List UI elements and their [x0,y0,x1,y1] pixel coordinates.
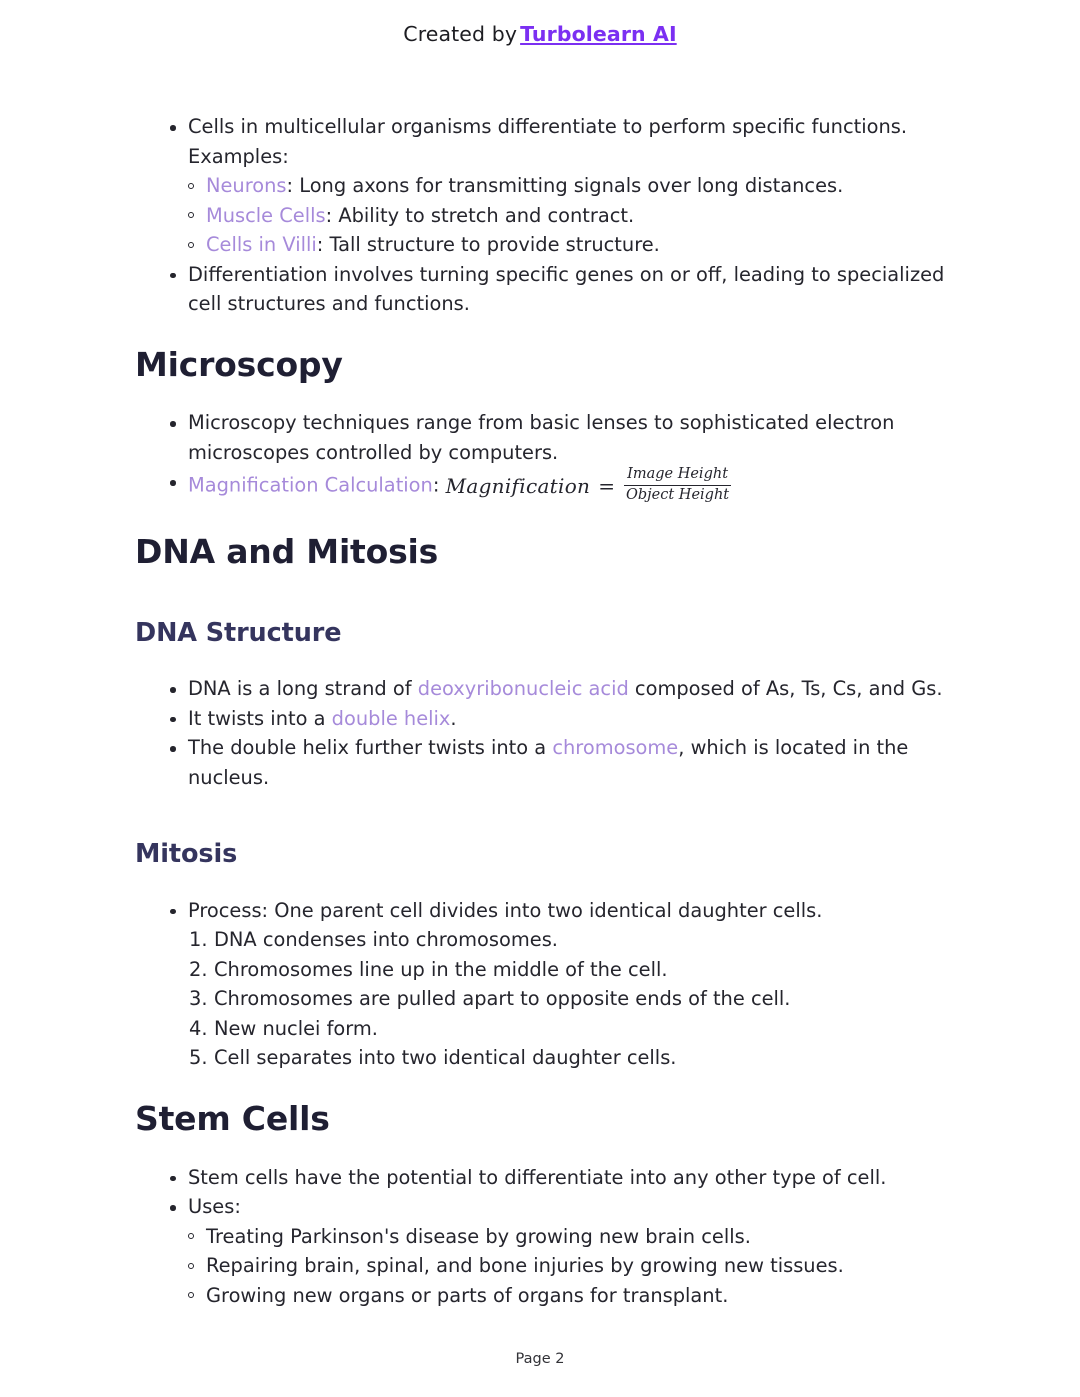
list-item [186,201,965,231]
page-number-label: Page 2 [515,1351,565,1367]
list-item: Chromosomes are pulled apart to opposite ends of the cell. [214,987,791,1011]
mitosis-steps-list [135,925,965,1073]
list-item: Chromosomes line up in the middle of the cell. [214,957,668,981]
term-cells-in-villi-description: : Tall structure to provide structure. [316,233,660,256]
document-content [135,112,965,1310]
list-item: Microscopy techniques range from basic lenses to sophisticated electron microscopes controlled by computers. [168,408,965,467]
formula-numerator: Image Height [624,466,731,486]
list-item: New nuclei form. [214,1016,378,1040]
list-item: Cell separates into two identical daughter cells. [214,1046,677,1070]
created-by-label: Created by [403,22,518,46]
dna-bullet-3-post: , which is located in the nucleus. [188,736,909,789]
term-chromosome: chromosome [552,736,679,760]
list-item: Growing new organs or parts of organs for transplant. [186,1281,965,1311]
dna-structure-bullet-list [135,674,965,792]
term-neurons: Neurons [206,174,287,197]
heading-microscopy: Microscopy [135,344,343,384]
examples-sublist [135,171,965,260]
formula-lhs: Magnification [445,473,591,498]
list-item-uses: Uses: [168,1192,965,1222]
list-item [168,674,965,704]
stem-cells-bullet-list [135,1163,965,1222]
stem-cells-uses-sublist [135,1222,965,1311]
formula-fraction [624,466,731,504]
heading-dna-and-mitosis: DNA and Mitosis [135,531,439,571]
term-muscle-cells-description: : Ability to stretch and contract. [325,203,635,227]
dna-bullet-1-pre: DNA is a long strand of [188,677,418,701]
term-cells-in-villi: Cells in Villi [206,233,317,256]
list-item: Differentiation involves turning specific genes on or off, leading to specialized cell structures and functions. [168,260,965,319]
intro-bullet-list-continued [135,260,965,319]
dna-bullet-1-post: composed of As, Ts, Cs, and Gs. [628,677,943,701]
list-item: Process: One parent cell divides into two identical daughter cells. [168,896,965,926]
list-item: Stem cells have the potential to differentiate into any other type of cell. [168,1163,965,1193]
dna-bullet-2-pre: It twists into a [188,706,332,730]
page-footer [0,1351,1080,1367]
list-item [186,171,965,201]
list-item: Repairing brain, spinal, and bone injuries by growing new tissues. [186,1251,965,1281]
magnification-colon: : [432,474,440,498]
list-item: DNA condenses into chromosomes. [214,928,558,952]
heading-dna-structure: DNA Structure [135,617,342,648]
term-deoxyribonucleic-acid: deoxyribonucleic acid [417,677,629,701]
dna-bullet-2-post: . [450,706,457,730]
formula-denominator: Object Height [626,487,730,504]
microscopy-bullet-list [135,408,965,505]
list-item: Treating Parkinson's disease by growing new brain cells. [186,1222,965,1252]
formula-equals: = [598,473,615,498]
term-muscle-cells: Muscle Cells [206,203,326,227]
intro-bullet-list [135,112,965,171]
list-item: Cells in multicellular organisms differentiate to perform specific functions. Examples: [168,112,965,171]
list-item [168,704,965,734]
term-double-helix: double helix [331,706,451,730]
list-item [186,230,965,260]
document-header [0,22,1080,46]
list-item-magnification [168,467,965,505]
term-neurons-description: : Long axons for transmitting signals over long distances. [286,174,844,197]
heading-stem-cells: Stem Cells [135,1098,330,1138]
magnification-label: Magnification Calculation [188,474,433,498]
dna-bullet-3-pre: The double helix further twists into a [188,736,553,760]
turbolearn-link[interactable]: Turbolearn AI [520,22,677,46]
list-item [168,733,965,792]
mitosis-bullet-list [135,896,965,926]
magnification-formula [446,467,732,505]
heading-mitosis: Mitosis [135,839,238,870]
